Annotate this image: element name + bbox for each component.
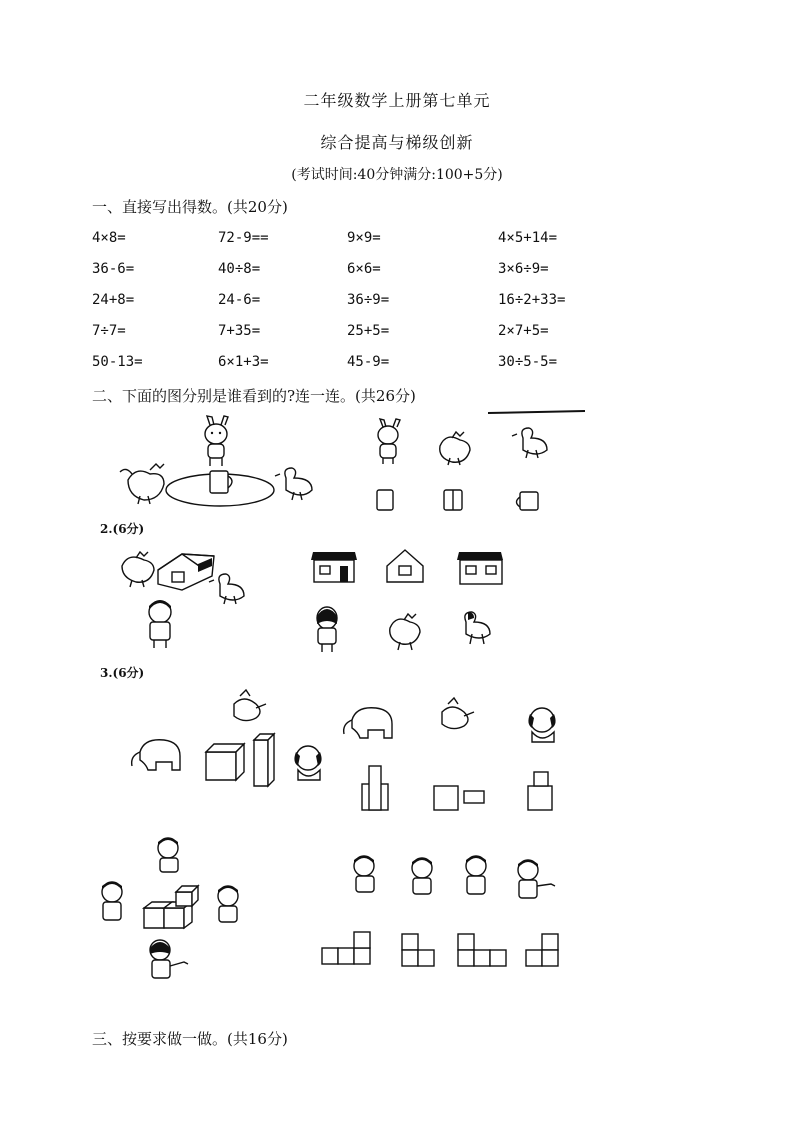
problem: 9×9= [347, 230, 381, 246]
problem: 25+5= [347, 323, 390, 339]
section2-heading: 二、下面的图分别是谁看到的?连一连。(共26分) [92, 387, 416, 405]
problem: 6×6= [347, 261, 381, 277]
page-title: 二年级数学上册第七单元 [303, 91, 491, 110]
problem: 24-6= [218, 292, 261, 308]
exam-info: (考试时间:40分钟满分:100+5分) [291, 167, 503, 183]
problem: 40÷8= [218, 261, 261, 277]
problem: 50-13= [92, 354, 143, 370]
problem: 7÷7= [92, 323, 126, 339]
problem: 2×7+5= [498, 323, 549, 339]
problem: 4×5+14= [498, 230, 558, 246]
problem: 72-9== [218, 230, 269, 246]
problem: 24+8= [92, 292, 135, 308]
problem: 36-6= [92, 261, 135, 277]
q3-label: 3.(6分) [100, 666, 145, 680]
problem: 3×6÷9= [498, 261, 549, 277]
problem: 4×8= [92, 230, 126, 246]
problem: 30÷5-5= [498, 354, 558, 370]
page-subtitle: 综合提高与梯级创新 [320, 133, 474, 152]
q2-label: 2.(6分) [100, 522, 145, 536]
section3-heading: 三、按要求做一做。(共16分) [92, 1030, 288, 1048]
problem: 45-9= [347, 354, 390, 370]
problem: 36÷9= [347, 292, 390, 308]
problem: 7+35= [218, 323, 261, 339]
problem: 6×1+3= [218, 354, 269, 370]
problem: 16÷2+33= [498, 292, 566, 308]
section1-heading: 一、直接写出得数。(共20分) [92, 198, 288, 216]
